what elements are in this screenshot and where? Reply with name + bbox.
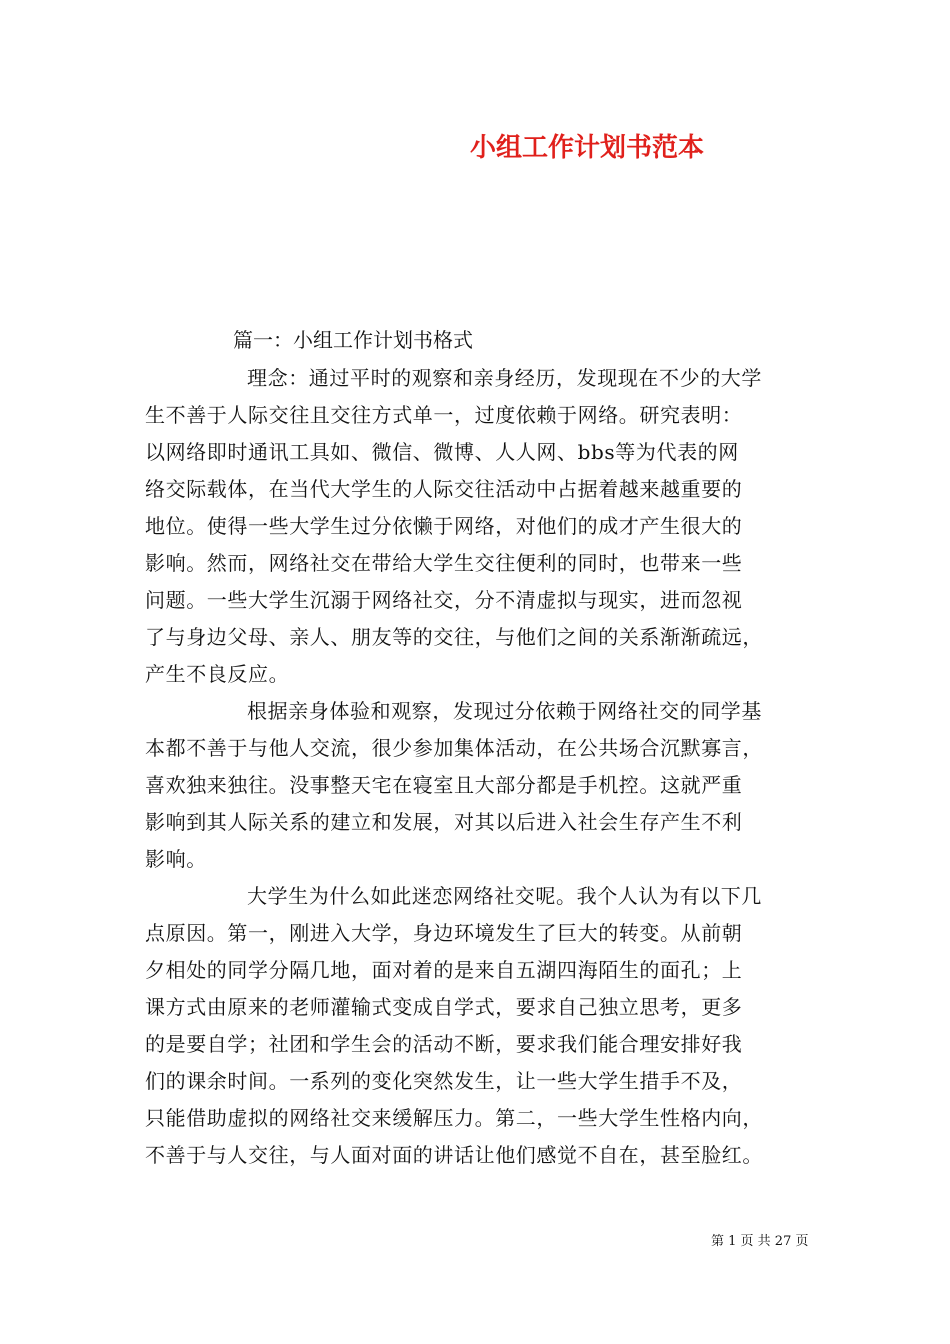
text-line: 点原因。第一，刚进入大学，身边环境发生了巨大的转变。从前朝: [145, 921, 743, 945]
text-line: 们的课余时间。一系列的变化突然发生，让一些大学生措手不及，: [145, 1069, 743, 1093]
section-heading: 篇一：小组工作计划书格式: [233, 328, 473, 352]
text-line: 喜欢独来独往。没事整天宅在寝室且大部分都是手机控。这就严重: [145, 773, 743, 797]
text-line: 理念：通过平时的观察和亲身经历，发现现在不少的大学: [247, 366, 762, 390]
text-line: 产生不良反应。: [145, 662, 290, 686]
document-title: 小组工作计划书范本: [470, 133, 705, 163]
text-line: 影响到其人际关系的建立和发展，对其以后进入社会生存产生不利: [145, 810, 743, 834]
text-line: 夕相处的同学分隔几地，面对着的是来自五湖四海陌生的面孔；上: [145, 958, 743, 982]
text-line: 只能借助虚拟的网络社交来缓解压力。第二，一些大学生性格内向，: [145, 1106, 763, 1130]
text-line: 问题。一些大学生沉溺于网络社交，分不清虚拟与现实，进而忽视: [145, 588, 743, 612]
text-line: 不善于与人交往，与人面对面的讲话让他们感觉不自在，甚至脸红。: [145, 1143, 763, 1167]
text-line: 根据亲身体验和观察，发现过分依赖于网络社交的同学基: [247, 699, 762, 723]
text-line: 大学生为什么如此迷恋网络社交呢。我个人认为有以下几: [247, 884, 762, 908]
text-line: 络交际载体，在当代大学生的人际交往活动中占据着越来越重要的: [145, 477, 743, 501]
text-line: 课方式由原来的老师灌输式变成自学式，要求自己独立思考，更多: [145, 995, 743, 1019]
text-line: 的是要自学；社团和学生会的活动不断，要求我们能合理安排好我: [145, 1032, 743, 1056]
page-number-footer: 第 1 页 共 27 页: [711, 1234, 809, 1249]
text-line: 本都不善于与他人交流，很少参加集体活动，在公共场合沉默寡言，: [145, 736, 763, 760]
text-line: 影响。然而，网络社交在带给大学生交往便利的同时，也带来一些: [145, 551, 743, 575]
text-line: 生不善于人际交往且交往方式单一，过度依赖于网络。研究表明：: [145, 403, 743, 427]
text-line: 地位。使得一些大学生过分依懒于网络，对他们的成才产生很大的: [145, 514, 743, 538]
text-line: 影响。: [145, 847, 207, 871]
text-line: 以网络即时通讯工具如、微信、微博、人人网、bbs等为代表的网: [145, 440, 739, 464]
text-line: 了与身边父母、亲人、朋友等的交往，与他们之间的关系渐渐疏远，: [145, 625, 763, 649]
